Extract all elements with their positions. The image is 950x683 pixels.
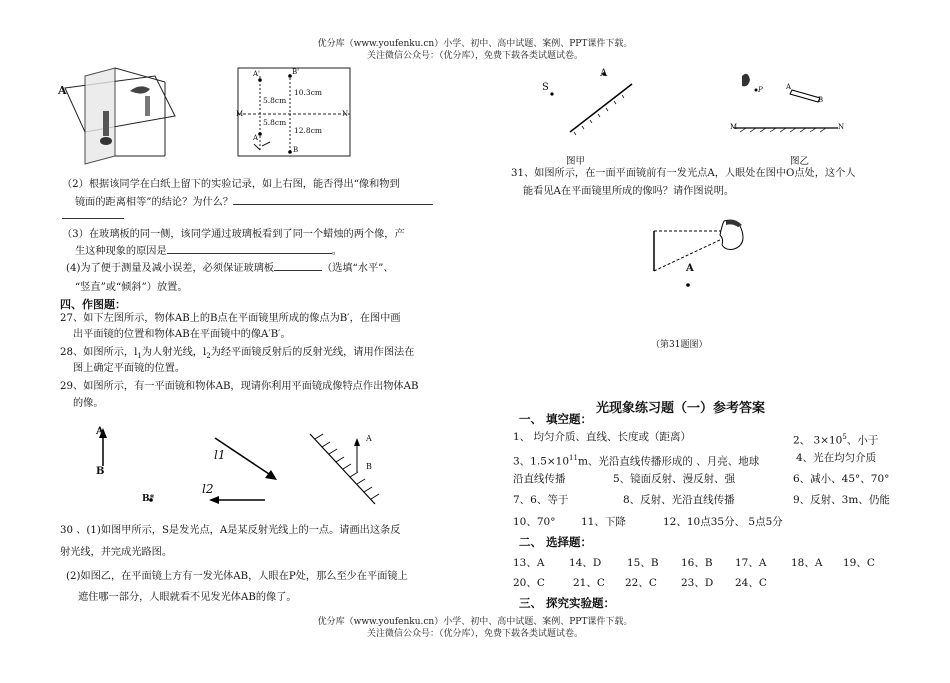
fig-jia-label-a: A bbox=[600, 68, 608, 79]
footer-line-2: 关注微信公众号：（优分库），免费下载各类试题试卷。 bbox=[366, 629, 583, 639]
figures-jia-yi bbox=[520, 60, 870, 150]
fig28-label-l1: l1 bbox=[214, 448, 226, 462]
answer-12: 12、10点35分、 5点5分 bbox=[663, 516, 783, 528]
answer-4-continued: 沿直线传播 bbox=[513, 473, 566, 485]
fig-yi-caption: 图乙 bbox=[790, 156, 810, 167]
q3-line1: （3）在玻璃板的同一侧，该同学通过玻璃板看到了同一个蜡烛的两个像，产 bbox=[62, 229, 405, 240]
fig-yi-label-a: A bbox=[786, 83, 792, 91]
fig27-label-b: B bbox=[96, 466, 105, 477]
q28-text-1: 28、如图所示，l bbox=[60, 347, 138, 358]
distance-4: 12.8cm bbox=[294, 126, 323, 135]
answer-11: 11、下降 bbox=[581, 516, 626, 528]
q28-line2: 图上确定平面镜的位置。 bbox=[73, 363, 186, 374]
distance-3: 5.8cm bbox=[263, 118, 287, 127]
q31-line1: 31、如图所示，在一面平面镜前有一发光点A，人眼处在图中O点处，这个人 bbox=[511, 168, 856, 179]
choice-13: 13、A bbox=[513, 557, 545, 569]
q3-text: 生这种现象的原因是 bbox=[75, 246, 167, 257]
answer-2-text: 2、 3×10 bbox=[793, 434, 843, 447]
q28-text-2: 为人射光线，l bbox=[141, 347, 207, 358]
q30-line3: (2)如图乙，在平面镜上方有一发光体AB，人眼在P处，那么至少在平面镜上 bbox=[66, 571, 408, 582]
answer-key-title: 光现象练习题（一）参考答案 bbox=[596, 401, 766, 416]
q4-line2: “竖直”或“倾斜”）放置。 bbox=[75, 282, 188, 293]
label-b-prime: B' bbox=[292, 68, 300, 76]
answer-3-exponent: 11 bbox=[569, 454, 578, 462]
label-n: N bbox=[342, 110, 349, 118]
fig29-label-a: A bbox=[366, 434, 372, 443]
choice-22: 22、C bbox=[625, 577, 657, 589]
q28-line1 bbox=[60, 346, 414, 363]
label-a-prime: A' bbox=[253, 70, 260, 78]
q2-answer-blank[interactable] bbox=[233, 194, 433, 205]
q3-line2 bbox=[75, 243, 342, 259]
fig31-label-a: A bbox=[686, 263, 694, 274]
answer-4: 4、光在均匀介质 bbox=[796, 452, 877, 464]
q27-line1: 27、如下左图所示，物体AB上的B点在平面镜里所成的像点为B′，在图中画 bbox=[60, 313, 401, 324]
fig27-label-b-star: B* bbox=[142, 494, 155, 504]
answer-3 bbox=[513, 451, 759, 469]
choice-17: 17、A bbox=[735, 557, 767, 569]
q4-line1 bbox=[66, 260, 394, 276]
header-line-1: 优分库（www.youfenku.cn）小学、初中、高中试题、案例、PPT课件下载。 bbox=[317, 39, 633, 49]
answer-3-text: 3、1.5×10 bbox=[513, 455, 570, 468]
q3-end: 。 bbox=[331, 246, 342, 257]
label-a: A bbox=[253, 134, 259, 142]
choice-20: 20、C bbox=[513, 577, 545, 589]
answer-1: 1、 均匀介质、直线、长度或（距离） bbox=[513, 431, 692, 443]
fig27-label-a: A bbox=[96, 426, 104, 437]
choice-23: 23、D bbox=[681, 577, 714, 589]
glass-plate-experiment-figure bbox=[55, 66, 185, 171]
q2-answer-blank-2[interactable] bbox=[62, 208, 124, 219]
label-m: M bbox=[236, 110, 244, 118]
q2-line1: （2）根据该同学在白纸上留下的实验记录，如上右图，能否得出“像和物到 bbox=[62, 179, 400, 190]
answer-section-2: 二、 选择题： bbox=[519, 535, 593, 549]
answer-5: 5、镜面反射、漫反射、强 bbox=[613, 473, 736, 485]
fig31-mirror-eye bbox=[640, 215, 760, 295]
distance-2: 10.3cm bbox=[294, 88, 323, 97]
fig28-label-l2: l2 bbox=[202, 482, 214, 496]
q30-line4: 遮住哪一部分，人眼就看不见发光体AB的像了。 bbox=[78, 592, 297, 603]
header-line-2: 关注微信公众号：（优分库），免费下载各类试题试卷。 bbox=[366, 51, 583, 61]
q4-text: (4)为了便于测量及减小误差，必须保证玻璃板 bbox=[66, 263, 274, 274]
label-b: B bbox=[293, 146, 299, 154]
choice-21: 21、C bbox=[573, 577, 605, 589]
fig-label-a: A bbox=[58, 84, 67, 97]
q4-end: （选填“水平”、 bbox=[322, 263, 394, 274]
fig29-label-b: B bbox=[366, 462, 372, 471]
footer-line-1: 优分库（www.youfenku.cn）小学、初中、高中试题、案例、PPT课件下载。 bbox=[317, 617, 633, 627]
section-4-heading: 四、作图题： bbox=[60, 298, 126, 311]
q28-sub-2: 2 bbox=[206, 352, 211, 361]
q29-line1: 29、如图所示，有一平面镜和物体AB，现请你利用平面镜成像特点作出物体AB bbox=[60, 381, 419, 392]
distance-1: 5.8cm bbox=[263, 96, 287, 105]
q30-line1: 30 、(1)如图甲所示，S是发光点，A是某反射光线上的一点。请画出这条反 bbox=[60, 525, 401, 536]
choice-14: 14、D bbox=[569, 557, 602, 569]
q2-line2 bbox=[75, 194, 433, 210]
choice-15: 15、B bbox=[627, 557, 659, 569]
answer-section-3: 三、 探究实验题： bbox=[519, 596, 616, 610]
choice-19: 19、C bbox=[843, 557, 875, 569]
choice-16: 16、B bbox=[681, 557, 713, 569]
answer-3-end: m、光沿直线传播形成的 、月亮、地球 bbox=[577, 455, 760, 468]
answer-2-end: 、小于 bbox=[846, 434, 879, 447]
answer-2-exponent: 5 bbox=[842, 433, 847, 441]
answer-7: 7、6、等于 bbox=[513, 494, 569, 506]
answer-2 bbox=[793, 430, 878, 448]
fig-jia-caption: 图甲 bbox=[566, 156, 586, 167]
q29-line2: 的像。 bbox=[73, 398, 104, 409]
q27-line2: 出平面镜的位置和物体AB在平面镜中的像A′B′。 bbox=[73, 329, 291, 340]
q31-line2: 能看见A在平面镜里所成的像吗？请作图说明。 bbox=[523, 186, 735, 197]
q3-answer-blank[interactable] bbox=[167, 243, 332, 254]
answer-6: 6、减小、45°、70° bbox=[793, 473, 890, 485]
choice-18: 18、A bbox=[791, 557, 823, 569]
fig-yi-label-p: P bbox=[758, 86, 763, 94]
fig31-caption: （第31题图） bbox=[651, 340, 708, 350]
fig-yi-label-b: B bbox=[818, 96, 824, 104]
q28-sub-1: 1 bbox=[137, 352, 142, 361]
fig-yi-label-n: N bbox=[838, 123, 845, 131]
q2-text: 镜面的距离相等”的结论？为什么？ bbox=[75, 197, 234, 208]
answer-8: 8、反射、光沿直线传播 bbox=[623, 494, 735, 506]
choice-24: 24、C bbox=[735, 577, 767, 589]
q4-answer-blank[interactable] bbox=[274, 260, 322, 271]
answer-section-1: 一、 填空题： bbox=[519, 412, 593, 426]
answer-9: 9、反射、3m、仍能 bbox=[793, 494, 890, 506]
fig-jia-label-s: S bbox=[542, 82, 549, 93]
fig-yi-label-m: M bbox=[730, 123, 738, 131]
answer-10: 10、70° bbox=[513, 516, 556, 528]
q30-line2: 射光线，并完成光路图。 bbox=[60, 547, 173, 558]
q28-text-3: 为经平面镜反射后的反射光线，请用作图法在 bbox=[210, 347, 415, 358]
